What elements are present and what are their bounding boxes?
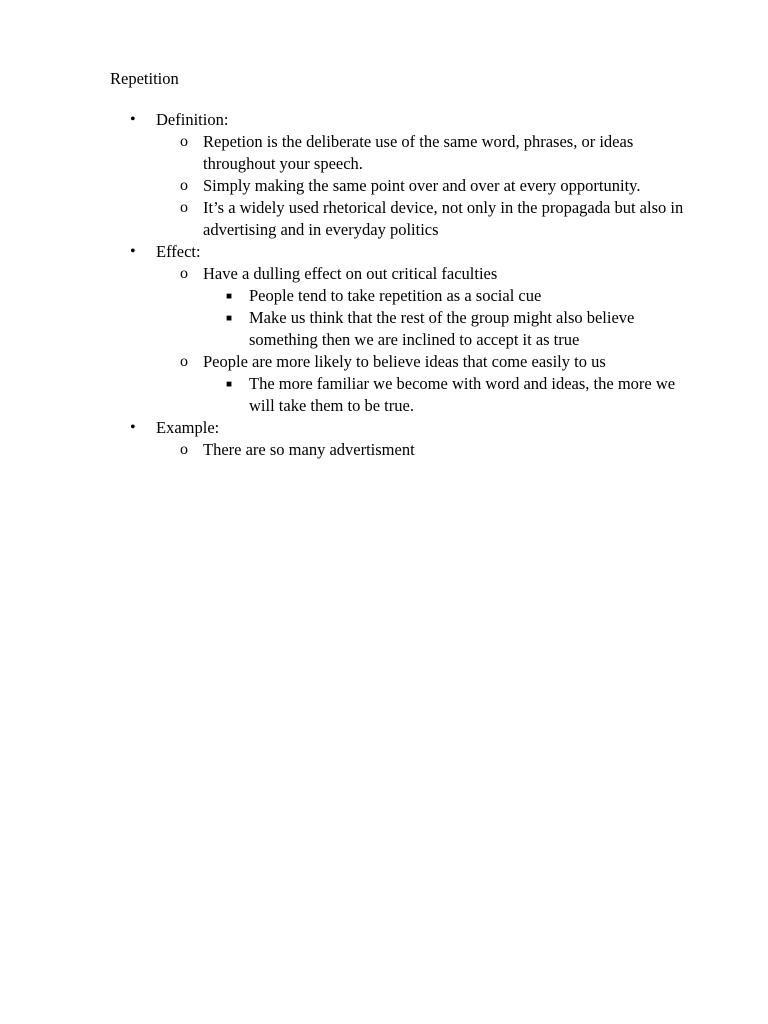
- outline-subsubitem: [0, 373, 768, 417]
- document-title: Repetition: [110, 69, 179, 88]
- outline-subitem-text: It’s a widely used rhetorical device, not only in the propagada but also in advertising and in everyday politics: [203, 198, 684, 239]
- circle-marker: o: [180, 353, 188, 370]
- square-marker: ■: [226, 313, 233, 324]
- circle-marker: o: [180, 177, 188, 194]
- bullet-marker: •: [130, 111, 136, 128]
- outline-subitem: [0, 263, 768, 285]
- bullet-marker: •: [130, 243, 136, 260]
- outline-subitem: [0, 197, 768, 241]
- outline-heading-example: Example:: [156, 418, 220, 437]
- outline-subitem-text: Simply making the same point over and over at every opportunity.: [203, 176, 641, 195]
- square-marker: ■: [226, 291, 233, 302]
- circle-marker: o: [180, 199, 188, 216]
- circle-marker: o: [180, 265, 188, 282]
- outline-subitem-text: Have a dulling effect on out critical faculties: [203, 264, 498, 283]
- outline-subsubitem-text: Make us think that the rest of the group might also believe something then we are inclined to accept it as true: [249, 308, 635, 349]
- outline-item-definition: [0, 109, 768, 131]
- outline-subitem: [0, 351, 768, 373]
- outline-subitem-text: Repetion is the deliberate use of the same word, phrases, or ideas throughout your speech.: [203, 132, 634, 173]
- outline-subitem: [0, 439, 768, 461]
- outline-list: [0, 109, 768, 461]
- square-marker: ■: [226, 379, 233, 390]
- outline-subitem: [0, 131, 768, 175]
- outline-subsubitem: [0, 285, 768, 307]
- outline-item-effect: [0, 241, 768, 263]
- outline-subsubitem: [0, 307, 768, 351]
- outline-subitem-text: People are more likely to believe ideas that come easily to us: [203, 352, 606, 371]
- outline-subitem-text: There are so many advertisment: [203, 440, 415, 459]
- outline-subsubitem-text: The more familiar we become with word and ideas, the more we will take them to be true.: [249, 374, 676, 415]
- outline-heading-definition: Definition:: [156, 110, 229, 129]
- circle-marker: o: [180, 441, 188, 458]
- outline-subitem: [0, 175, 768, 197]
- outline-subsubitem-text: People tend to take repetition as a social cue: [249, 286, 542, 305]
- outline-heading-effect: Effect:: [156, 242, 201, 261]
- bullet-marker: •: [130, 419, 136, 436]
- outline-item-example: [0, 417, 768, 439]
- circle-marker: o: [180, 133, 188, 150]
